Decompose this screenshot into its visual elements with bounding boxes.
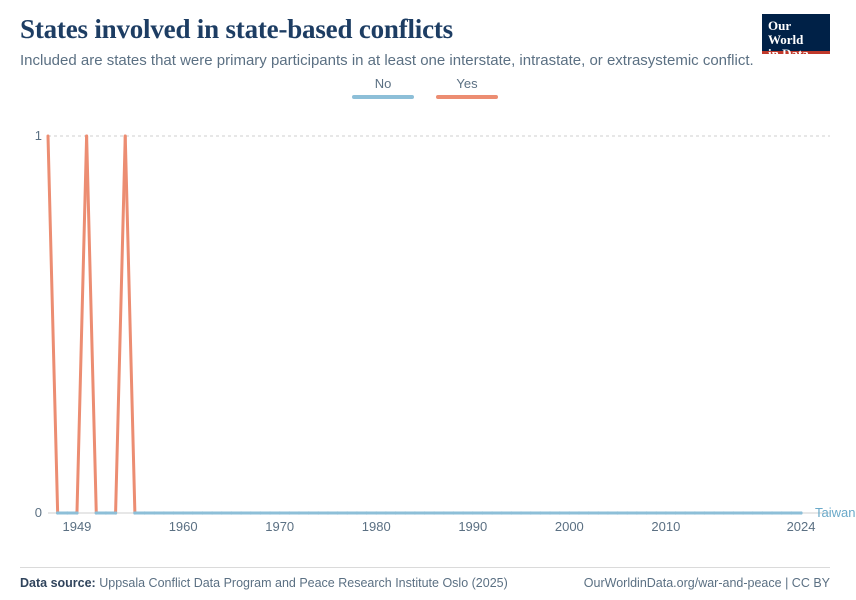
data-point: [201, 511, 204, 514]
data-point: [655, 511, 658, 514]
data-point: [278, 511, 281, 514]
data-point: [664, 511, 667, 514]
data-point: [413, 511, 416, 514]
footer-source: [20, 576, 508, 590]
data-point: [297, 511, 300, 514]
data-point: [790, 511, 793, 514]
data-point: [114, 511, 117, 514]
data-point: [548, 511, 551, 514]
footer-separator: |: [785, 576, 792, 590]
x-axis-tick-label: 1980: [361, 519, 391, 534]
y-axis-tick-label: 1: [34, 128, 42, 143]
data-point: [307, 511, 310, 514]
legend-item-no[interactable]: [352, 76, 414, 99]
owid-url-link[interactable]: OurWorldinData.org/war-and-peace: [583, 576, 782, 590]
data-point: [500, 511, 503, 514]
data-point: [336, 511, 339, 514]
data-point: [529, 511, 532, 514]
series-end-label: Taiwan: [815, 505, 856, 520]
page-subtitle: Included are states that were primary participants in at least one interstate, intrastate, or extrasystemic conflict.: [20, 52, 754, 70]
x-axis-tick-label: 2000: [554, 519, 584, 534]
data-point: [645, 511, 648, 514]
data-point: [703, 511, 706, 514]
data-point: [462, 511, 465, 514]
data-point: [442, 511, 445, 514]
data-point: [220, 511, 223, 514]
x-axis-ticks: [48, 519, 830, 537]
data-point: [182, 511, 185, 514]
license-link[interactable]: CC BY: [791, 576, 830, 590]
data-point: [365, 511, 368, 514]
x-axis-tick-label: 2010: [651, 519, 681, 534]
data-point: [95, 511, 98, 514]
owid-logo[interactable]: [762, 14, 830, 61]
data-point: [780, 511, 783, 514]
x-axis-tick-label: 2024: [786, 519, 816, 534]
data-point: [355, 511, 358, 514]
data-point: [66, 511, 69, 514]
source-text: Uppsala Conflict Data Program and Peace Research Institute Oslo (2025): [99, 576, 508, 590]
series-segment: [125, 136, 135, 513]
data-point: [751, 511, 754, 514]
data-point: [423, 511, 426, 514]
data-point: [153, 511, 156, 514]
data-point: [481, 511, 484, 514]
data-point: [75, 511, 78, 514]
x-axis-tick-label: 1970: [265, 519, 295, 534]
plot-region[interactable]: [48, 136, 830, 513]
data-point: [375, 511, 378, 514]
data-point: [626, 511, 629, 514]
legend-swatch-no: [352, 95, 414, 99]
data-point: [133, 511, 136, 514]
data-point: [317, 511, 320, 514]
data-point: [558, 511, 561, 514]
data-point: [587, 511, 590, 514]
data-point: [799, 511, 802, 514]
data-point: [172, 511, 175, 514]
y-axis-tick-label: 0: [34, 505, 42, 520]
data-point: [239, 511, 242, 514]
chart-footer: [20, 567, 830, 590]
series-segment: [77, 136, 87, 513]
source-prefix: Data source:: [20, 576, 96, 590]
data-point: [770, 511, 773, 514]
chart-svg: [48, 136, 830, 513]
series-segment: [48, 136, 58, 513]
data-point: [606, 511, 609, 514]
x-axis-tick-label: 1949: [62, 519, 92, 534]
data-point: [674, 511, 677, 514]
data-point: [346, 511, 349, 514]
series-segment: [87, 136, 97, 513]
data-point: [519, 511, 522, 514]
logo-line-2: in Data: [768, 46, 809, 61]
data-point: [597, 511, 600, 514]
data-point: [143, 511, 146, 514]
data-point: [384, 511, 387, 514]
data-point: [452, 511, 455, 514]
data-point: [433, 511, 436, 514]
series-segment: [116, 136, 126, 513]
x-axis-tick-label: 1990: [458, 519, 488, 534]
data-point: [211, 511, 214, 514]
data-point: [722, 511, 725, 514]
data-point: [684, 511, 687, 514]
data-point: [249, 511, 252, 514]
data-point: [732, 511, 735, 514]
data-point: [693, 511, 696, 514]
data-point: [713, 511, 716, 514]
data-point: [577, 511, 580, 514]
data-point: [761, 511, 764, 514]
chart-area: [20, 118, 856, 543]
data-point: [510, 511, 513, 514]
legend-swatch-yes: [436, 95, 498, 99]
page-title: States involved in state-based conflicts: [20, 14, 453, 44]
data-point: [539, 511, 542, 514]
chart-legend: [0, 76, 850, 99]
footer-links: [584, 576, 830, 590]
x-axis-tick-label: 1960: [168, 519, 198, 534]
legend-item-yes[interactable]: [436, 76, 498, 99]
legend-label-no: No: [374, 76, 392, 91]
logo-line-1: Our World: [768, 18, 804, 47]
data-point: [394, 511, 397, 514]
data-point: [230, 511, 233, 514]
data-point: [616, 511, 619, 514]
data-point: [568, 511, 571, 514]
data-point: [742, 511, 745, 514]
data-point: [635, 511, 638, 514]
chart-header: [20, 14, 830, 71]
data-point: [490, 511, 493, 514]
data-point: [259, 511, 262, 514]
data-point: [326, 511, 329, 514]
data-point: [191, 511, 194, 514]
data-point: [268, 511, 271, 514]
data-point: [404, 511, 407, 514]
legend-label-yes: Yes: [456, 76, 478, 91]
data-point: [56, 511, 59, 514]
data-point: [104, 511, 107, 514]
data-point: [162, 511, 165, 514]
data-point: [471, 511, 474, 514]
data-point: [288, 511, 291, 514]
